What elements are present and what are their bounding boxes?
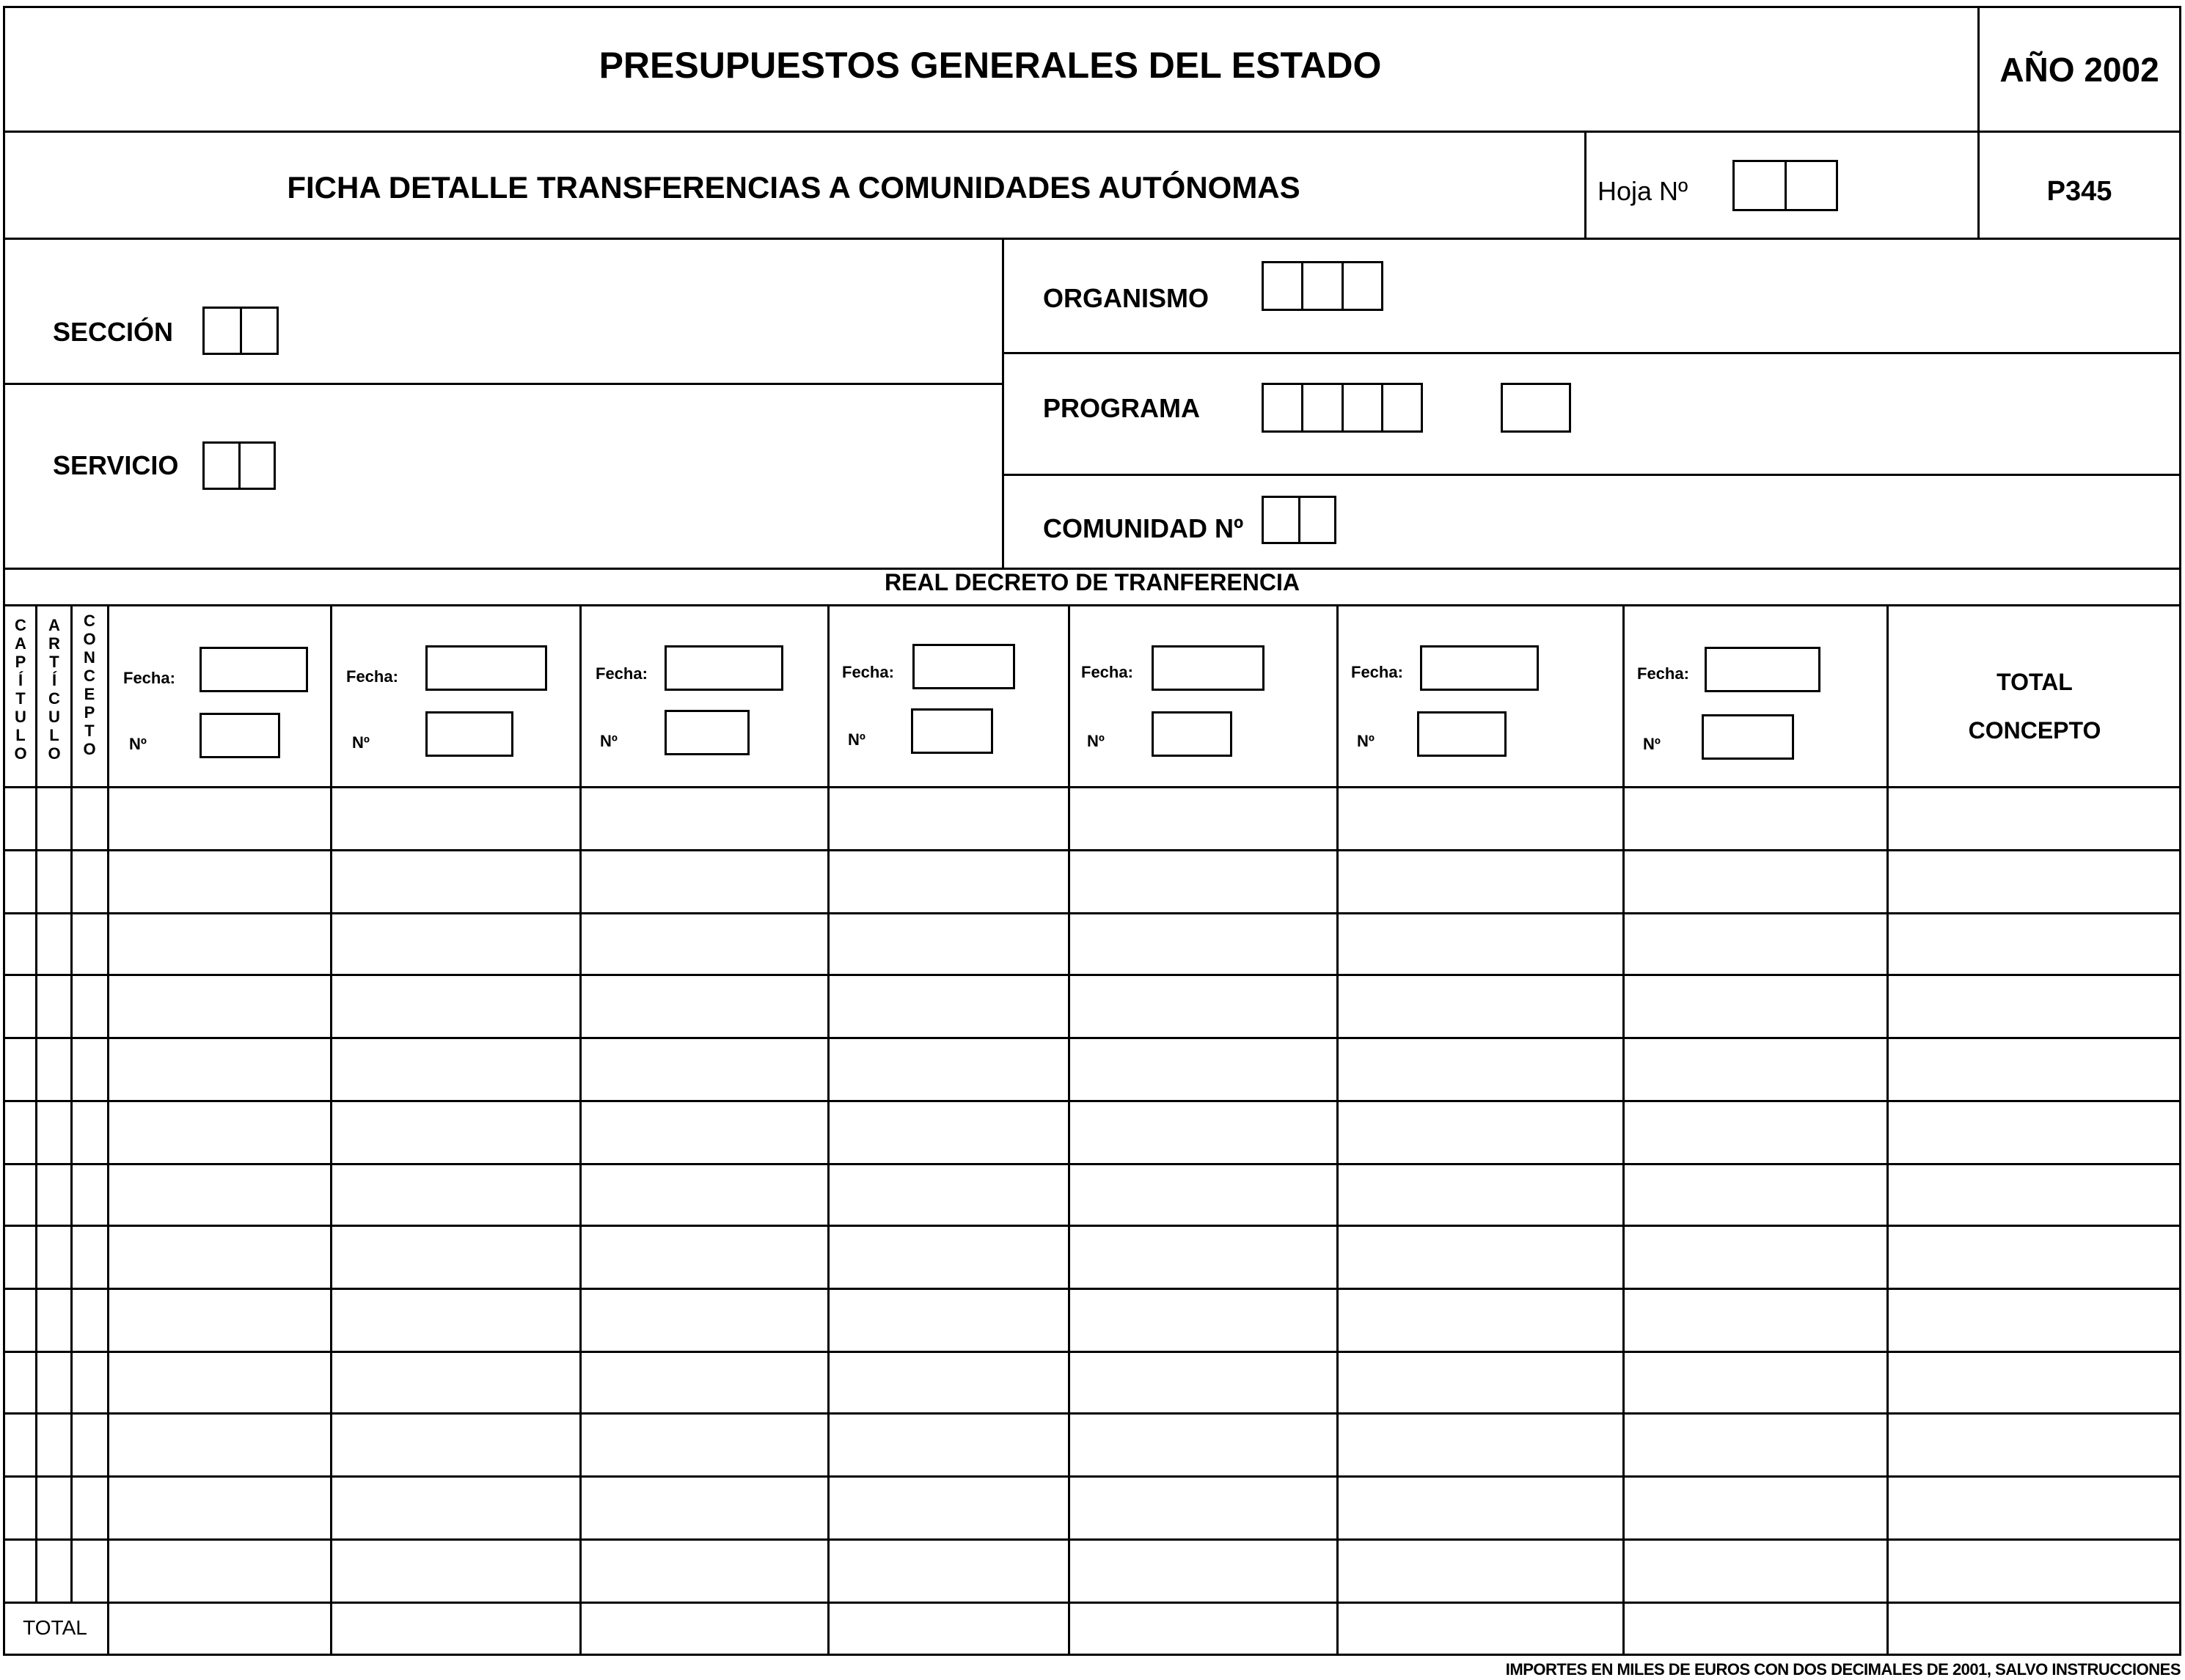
divider	[3, 786, 2181, 788]
header-articulo	[40, 616, 69, 763]
table-group-header: REAL DECRETO DE TRANFERENCIA	[885, 569, 1300, 595]
header-letter: C	[15, 616, 26, 634]
divider	[330, 604, 332, 1654]
numero-label: Nº	[1087, 732, 1105, 750]
divider	[3, 238, 2181, 240]
total-row-label: TOTAL	[23, 1616, 87, 1639]
divider	[3, 912, 2181, 914]
programa-field[interactable]	[1262, 383, 1423, 433]
numero-label: Nº	[129, 735, 147, 753]
divider	[3, 849, 2181, 851]
organismo-field[interactable]	[1262, 261, 1383, 311]
fecha-field[interactable]	[425, 645, 547, 691]
frame-top	[3, 6, 2181, 8]
divider	[3, 1412, 2181, 1415]
header-letter: U	[15, 708, 26, 726]
fecha-field[interactable]	[665, 645, 783, 691]
numero-field[interactable]	[911, 708, 993, 754]
divider	[3, 1475, 2181, 1478]
header-letter: Í	[51, 671, 57, 689]
divider	[3, 1538, 2181, 1541]
header-concepto	[75, 612, 104, 758]
divider	[1002, 238, 1004, 569]
header-letter: R	[48, 634, 60, 653]
divider	[70, 604, 73, 1603]
organismo-label: ORGANISMO	[1043, 283, 1209, 313]
divider	[3, 1602, 2181, 1604]
footer-note: IMPORTES EN MILES DE EUROS CON DOS DECIMALES DE 2001, SALVO INSTRUCCIONES	[1505, 1660, 2181, 1679]
divider	[3, 974, 2181, 976]
fecha-label: Fecha:	[123, 669, 175, 687]
header-letter: L	[49, 726, 59, 744]
header-letter: T	[15, 689, 26, 708]
seccion-label: SECCIÓN	[53, 317, 174, 347]
header-letter: O	[83, 740, 96, 758]
header-letter: O	[83, 630, 96, 648]
frame-left	[3, 6, 5, 1656]
divider	[3, 1288, 2181, 1290]
divider	[1336, 604, 1339, 1654]
divider	[107, 604, 109, 1654]
servicio-field[interactable]	[202, 441, 276, 490]
header-letter: A	[15, 634, 26, 653]
header-letter: E	[84, 685, 95, 703]
divider	[1622, 604, 1625, 1654]
divider	[35, 604, 37, 1603]
divider	[3, 1037, 2181, 1039]
divider	[1886, 604, 1889, 1654]
header-letter: C	[48, 689, 60, 708]
fecha-label: Fecha:	[1351, 663, 1403, 681]
header-letter: L	[15, 726, 26, 744]
header-letter: T	[49, 653, 59, 671]
divider	[3, 1351, 2181, 1353]
fecha-label: Fecha:	[346, 667, 398, 686]
fecha-label: Fecha:	[1637, 664, 1689, 683]
header-letter: P	[15, 653, 26, 671]
budget-form	[3, 6, 2181, 1656]
header-letter: C	[84, 612, 95, 630]
fecha-field[interactable]	[912, 644, 1015, 689]
fecha-label: Fecha:	[1081, 663, 1133, 681]
total-concepto-header-line1: TOTAL	[1996, 669, 2073, 695]
divider	[1002, 474, 2181, 476]
divider	[827, 604, 830, 1654]
servicio-label: SERVICIO	[53, 450, 179, 480]
numero-label: Nº	[352, 733, 370, 752]
form-title: PRESUPUESTOS GENERALES DEL ESTADO	[599, 45, 1382, 86]
programa-suffix-field[interactable]	[1501, 383, 1571, 433]
divider	[3, 1225, 2181, 1227]
divider	[579, 604, 582, 1654]
header-letter: T	[84, 722, 95, 740]
form-subtitle: FICHA DETALLE TRANSFERENCIAS A COMUNIDADES AUTÓNOMAS	[287, 170, 1300, 205]
programa-label: PROGRAMA	[1043, 393, 1200, 423]
fecha-field[interactable]	[1705, 647, 1820, 692]
header-letter: P	[84, 703, 95, 722]
numero-label: Nº	[600, 732, 618, 750]
divider	[1002, 352, 2181, 354]
frame-bottom	[3, 1654, 2181, 1656]
header-letter: U	[48, 708, 60, 726]
divider	[3, 1100, 2181, 1102]
form-code: P345	[2046, 176, 2112, 207]
header-letter: A	[48, 616, 60, 634]
fecha-field[interactable]	[1420, 645, 1539, 691]
numero-field[interactable]	[1152, 711, 1232, 757]
fecha-field[interactable]	[1152, 645, 1264, 691]
numero-field[interactable]	[1702, 714, 1794, 760]
header-letter: N	[84, 648, 95, 667]
numero-field[interactable]	[1417, 711, 1507, 757]
frame-right	[2179, 6, 2181, 1656]
form-year: AÑO 2002	[1999, 51, 2159, 89]
header-letter: O	[48, 744, 61, 763]
numero-field[interactable]	[200, 713, 280, 758]
numero-field[interactable]	[665, 710, 750, 755]
divider	[3, 131, 2181, 133]
header-capitulo	[6, 616, 35, 763]
sheet-number-label: Hoja Nº	[1597, 176, 1688, 206]
divider	[1584, 131, 1586, 239]
comunidad-field[interactable]	[1262, 496, 1336, 544]
header-letter: C	[84, 667, 95, 685]
divider	[3, 1163, 2181, 1165]
fecha-label: Fecha:	[842, 663, 894, 681]
numero-label: Nº	[848, 730, 865, 749]
comunidad-label: COMUNIDAD Nº	[1043, 513, 1244, 543]
header-letter: Í	[18, 671, 23, 689]
fecha-label: Fecha:	[596, 664, 648, 683]
numero-label: Nº	[1643, 735, 1661, 753]
numero-label: Nº	[1357, 732, 1375, 750]
header-letter: O	[14, 744, 27, 763]
divider	[3, 383, 1003, 385]
numero-field[interactable]	[425, 711, 513, 757]
divider	[1068, 604, 1070, 1654]
total-concepto-header-line2: CONCEPTO	[1968, 717, 2101, 744]
fecha-field[interactable]	[200, 647, 308, 692]
seccion-field[interactable]	[202, 307, 279, 355]
sheet-number-field[interactable]	[1732, 160, 1838, 211]
